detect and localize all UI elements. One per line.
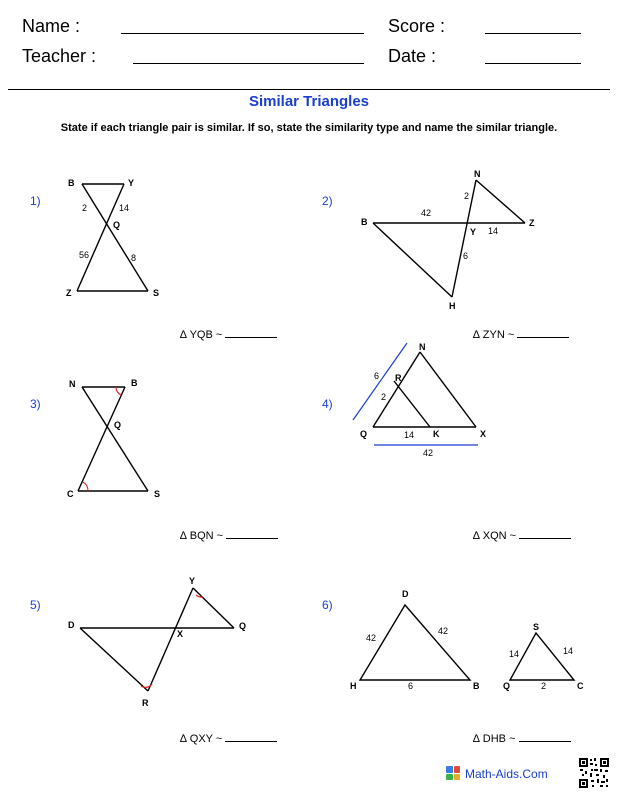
problem-number-1: 1) [30, 194, 41, 208]
score-label: Score : [388, 16, 446, 36]
segment-BS [82, 184, 148, 291]
side-length-label: 14 [119, 203, 130, 213]
vertex-label: Z [529, 218, 535, 228]
segment-RY [148, 588, 193, 691]
angle-mark-B [116, 387, 121, 395]
side-length-label: 6 [374, 371, 380, 381]
segment-RK [394, 381, 430, 427]
figure-3 [78, 387, 148, 491]
vertex-label: H [350, 681, 357, 691]
vertex-label: Z [66, 288, 72, 298]
vertex-label: B [473, 681, 480, 691]
vertex-label: C [67, 489, 74, 499]
vertex-label: S [154, 489, 161, 499]
figure-2 [373, 180, 525, 297]
vertex-label: R [142, 698, 149, 708]
problem-number-3: 3) [30, 397, 41, 411]
side-length-label: 42 [423, 448, 434, 458]
vertex-label: N [474, 169, 481, 179]
vertex-label: Q [503, 681, 511, 691]
figure-6 [360, 605, 574, 680]
vertex-label: B [131, 378, 138, 388]
side-length-label: 42 [366, 633, 377, 643]
segment-BC [78, 387, 125, 491]
answer-3-text: ∆ BQN ~ [180, 530, 224, 542]
side-length-label: 56 [79, 250, 90, 260]
answer-6-text: ∆ DHB ~ [473, 733, 516, 745]
side-length-label: 6 [463, 251, 469, 261]
segment-NX [420, 352, 476, 427]
problem-number-5: 5) [30, 598, 41, 612]
segment-YQ [193, 588, 234, 628]
side-length-label: 8 [131, 253, 137, 263]
side-length-label: 6 [408, 681, 414, 691]
qr-code-icon [578, 757, 610, 789]
side-length-label: 2 [82, 203, 88, 213]
vertex-label: B [361, 217, 368, 227]
answer-2-text: ∆ ZYN ~ [473, 329, 515, 341]
date-label: Date : [388, 46, 437, 66]
triangle-SQC [510, 633, 574, 680]
vertex-label: Q [239, 621, 247, 631]
problem-number-6: 6) [322, 598, 333, 612]
vertex-label: Q [360, 429, 368, 439]
problem-number-2: 2) [322, 194, 333, 208]
answer-1-text: ∆ YQB ~ [180, 329, 223, 341]
side-length-label: 14 [488, 226, 499, 236]
vertex-label: R [395, 373, 402, 383]
vertex-label: Q [114, 420, 122, 430]
problem-number-4: 4) [322, 397, 333, 411]
side-length-label: 14 [404, 430, 415, 440]
angle-mark-C [83, 482, 88, 491]
segment-QN [373, 352, 420, 427]
vertex-label: D [68, 620, 75, 630]
side-length-label: 14 [563, 646, 574, 656]
side-length-label: 42 [421, 208, 432, 218]
vertex-label: X [480, 429, 487, 439]
side-length-label: 14 [509, 649, 520, 659]
vertex-label: X [177, 629, 184, 639]
vertex-label: H [449, 301, 456, 311]
vertex-label: N [419, 342, 426, 352]
answer-5-text: ∆ QXY ~ [180, 733, 223, 745]
segment-BH [373, 223, 452, 297]
vertex-label: D [402, 589, 409, 599]
calculator-icon [446, 766, 460, 780]
name-label: Name : [22, 16, 81, 36]
brand-name: Math-Aids.Com [465, 767, 548, 781]
segment-YZ [77, 184, 124, 291]
instructions: State if each triangle pair is similar. If so, state the similarity type and name the similar triangle. [60, 122, 558, 134]
segment-NS [82, 387, 148, 491]
vertex-label: Y [470, 227, 477, 237]
vertex-label: S [153, 288, 160, 298]
vertex-label: Q [113, 220, 121, 230]
worksheet-title: Similar Triangles [248, 93, 370, 110]
side-length-label: 42 [438, 626, 449, 636]
triangle-DHB [360, 605, 470, 680]
figure-4 [373, 352, 476, 427]
side-length-label: 2 [381, 392, 387, 402]
vertex-label: Y [128, 178, 135, 188]
teacher-label: Teacher : [22, 46, 97, 66]
side-length-label: 2 [541, 681, 547, 691]
vertex-label: B [68, 178, 75, 188]
vertex-label: C [577, 681, 584, 691]
vertex-label: S [533, 622, 540, 632]
vertex-label: N [69, 379, 76, 389]
side-length-label: 2 [464, 191, 470, 201]
segment-DR [80, 628, 148, 691]
answer-4-text: ∆ XQN ~ [473, 530, 517, 542]
angle-marks [83, 387, 203, 687]
figure-1 [77, 184, 148, 291]
vertex-label: K [433, 429, 440, 439]
vertex-label: Y [189, 576, 196, 586]
segment-NZ [476, 180, 525, 223]
figure-5 [80, 588, 234, 691]
